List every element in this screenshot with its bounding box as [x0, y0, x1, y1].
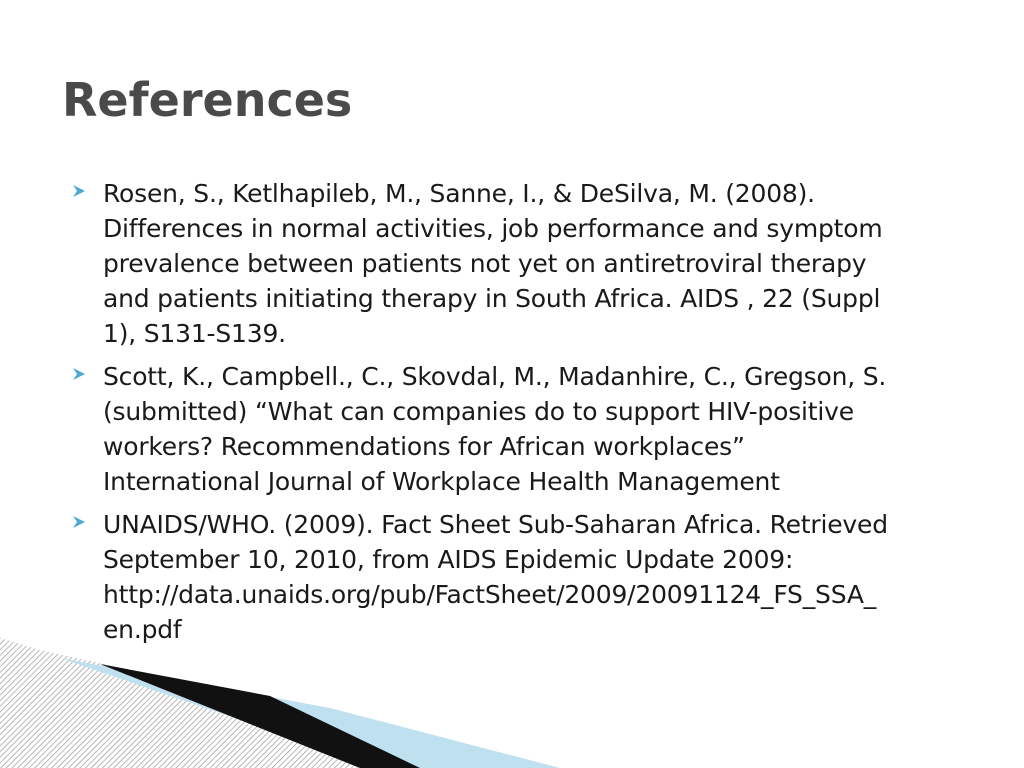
reference-line: prevalence between patients not yet on antiretroviral therapy: [103, 249, 867, 278]
arrow-bullet-icon: [72, 367, 86, 381]
reference-line: (submitted) “What can companies do to support HIV-positive: [103, 397, 854, 426]
reference-line: Scott, K., Campbell., C., Skovdal, M., Madanhire, C., Gregson, S.: [103, 362, 887, 391]
reference-line: http://data.unaids.org/pub/FactSheet/2009/20091124_FS_SSA_: [103, 580, 877, 609]
reference-line: UNAIDS/WHO. (2009). Fact Sheet Sub-Saharan Africa. Retrieved: [103, 510, 888, 539]
reference-line: Rosen, S., Ketlhapileb, M., Sanne, I., & DeSilva, M. (2008).: [103, 179, 815, 208]
decorative-swoosh: [0, 638, 1024, 768]
reference-item: [72, 507, 952, 647]
reference-line: International Journal of Workplace Health Management: [103, 467, 780, 496]
reference-line: September 10, 2010, from AIDS Epidemic Update 2009:: [103, 545, 794, 574]
reference-line: 1), S131-S139.: [103, 319, 286, 348]
slide-title: References: [62, 73, 353, 127]
reference-item: [72, 359, 952, 499]
reference-line: Differences in normal activities, job performance and symptom: [103, 214, 883, 243]
references-list: [72, 176, 952, 655]
reference-line: workers? Recommendations for African workplaces”: [103, 432, 745, 461]
reference-line: and patients initiating therapy in South Africa. AIDS , 22 (Suppl: [103, 284, 881, 313]
arrow-bullet-icon: [72, 515, 86, 529]
reference-line: en.pdf: [103, 615, 182, 644]
reference-item: [72, 176, 952, 351]
arrow-bullet-icon: [72, 184, 86, 198]
